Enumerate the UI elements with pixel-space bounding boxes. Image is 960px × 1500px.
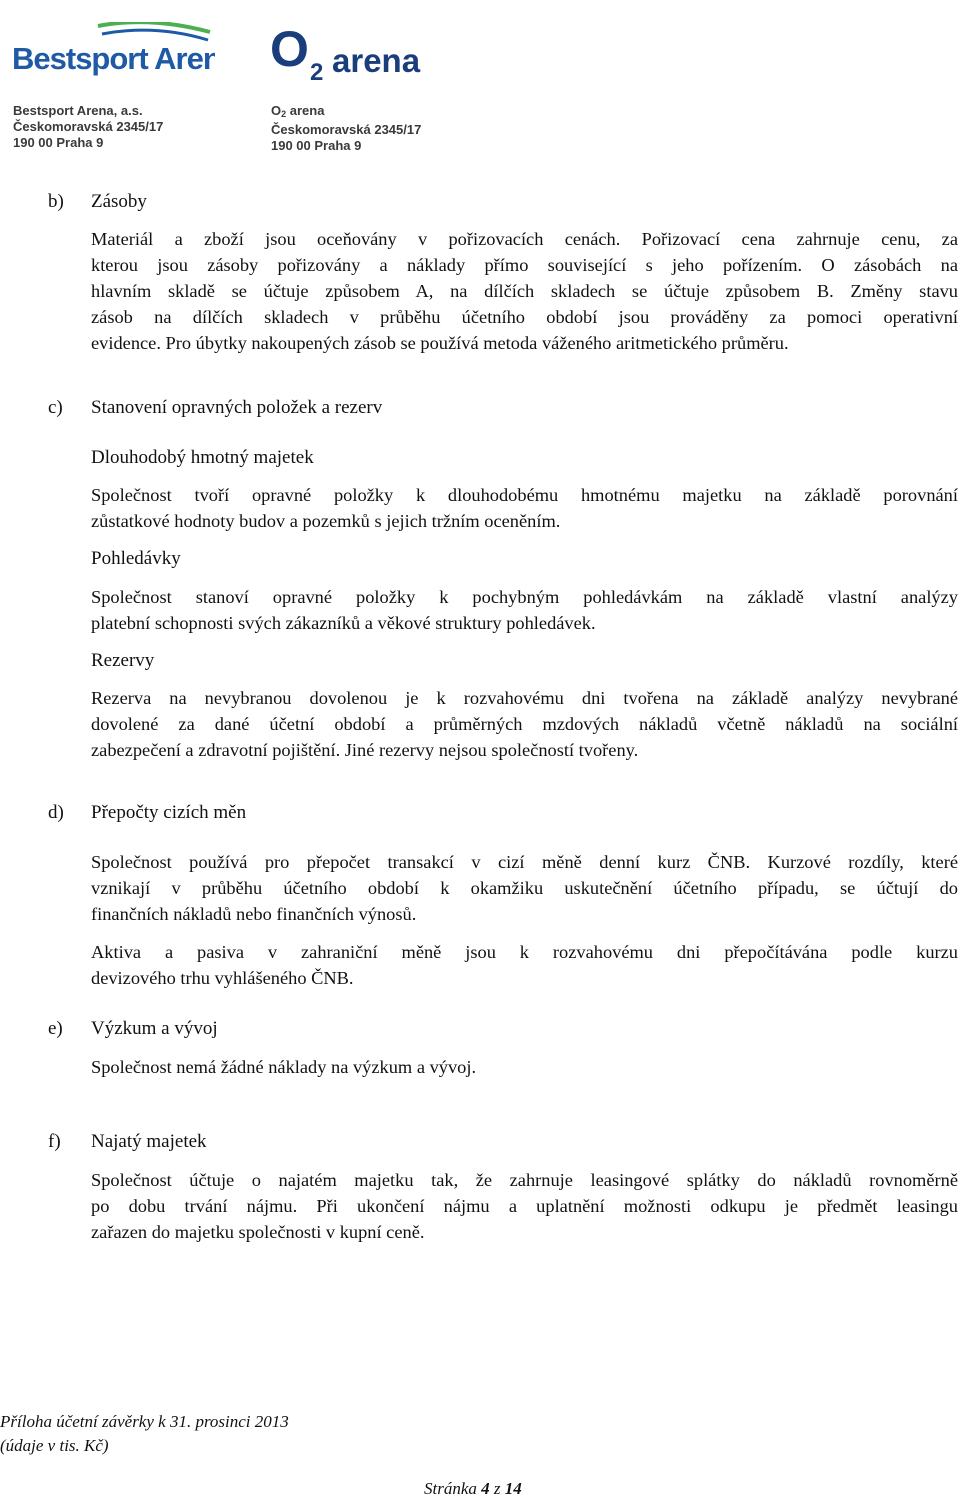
section-title-vyzkum: Výzkum a vývoj — [91, 1018, 218, 1039]
o2-arena-logo — [270, 22, 430, 89]
section-label-f: f) — [48, 1131, 61, 1152]
footer-units: (údaje v tis. Kč) — [0, 1436, 109, 1455]
address-line: O2 arena — [271, 103, 325, 119]
page-number: Stránka 4 z 14 — [424, 1479, 522, 1498]
address-line: Českomoravská 2345/17 — [13, 119, 164, 134]
section-title-najaty-majetek: Najatý majetek — [91, 1131, 207, 1152]
section-label-e: e) — [48, 1018, 63, 1039]
section-title-zasoby: Zásoby — [91, 191, 147, 212]
section-label-d: d) — [48, 802, 64, 823]
paragraph-majetek: Společnost tvoří opravné položky k dlouhodobému hmotnému majetku na základě porovnání zůstatkové hodnoty budov a pozemků s jejich tržním oceněním. — [91, 485, 958, 531]
paragraph-vyzkum: Společnost nemá žádné náklady na výzkum a vývoj. — [91, 1057, 477, 1077]
address-line: 190 00 Praha 9 — [13, 135, 104, 150]
address-line: Bestsport Arena, a.s. — [13, 103, 143, 118]
svg-text:O: O — [270, 22, 309, 77]
paragraph-pohledavky: Společnost stanoví opravné položky k pochybným pohledávkám na základě vlastní analýzy platební schopnosti svých zákazníků a věkové struktury pohledávek. — [91, 587, 958, 633]
paragraph-prepocty-2: Aktiva a pasiva v zahraniční měně jsou k rozvahovému dni přepočítávána podle kurzu devizového trhu vyhlášeného ČNB. — [91, 942, 958, 988]
paragraph-najaty-majetek: Společnost účtuje o najatém majetku tak, že zahrnuje leasingové splátky do nákladů rovnoměrně po dobu trvání nájmu. Při ukončení nájmu a uplatnění možnosti odkupu je předmět leasingu zařazen do majetku společnosti v kupní ceně. — [91, 1170, 958, 1242]
bestsport-arena-logo — [10, 22, 215, 87]
svg-text:Bestsport Arena: Bestsport Arena — [12, 41, 215, 76]
svg-text:arena: arena — [332, 42, 421, 79]
address-line: Českomoravská 2345/17 — [271, 122, 422, 137]
section-label-b: b) — [48, 191, 64, 212]
address-line: 190 00 Praha 9 — [271, 138, 362, 153]
subheading-rezervy: Rezervy — [91, 650, 155, 671]
bestsport-address — [13, 103, 163, 151]
svg-text:2: 2 — [310, 59, 324, 84]
paragraph-zasoby: Materiál a zboží jsou oceňovány v pořizovacích cenách. Pořizovací cena zahrnuje cenu, za kterou jsou zásoby pořizovány a náklady přímo související s jeho pořízením. O zásobách na hlavním skladě se účtuje způsobem A, na dílčích skladech se účtuje způsobem B. Změny stavu zásob na dílčích skladech v průběhu účetního období jsou prováděny za pomoci operativní evidence. Pro úbytky nakoupených zásob se používá metoda váženého aritmetického průměru. — [91, 229, 958, 353]
o2-arena-address — [271, 103, 421, 154]
section-title-prepocty: Přepočty cizích měn — [91, 802, 247, 823]
subheading-dlouhodoby-majetek: Dlouhodobý hmotný majetek — [91, 447, 314, 468]
section-label-c: c) — [48, 397, 63, 418]
paragraph-prepocty-1: Společnost používá pro přepočet transakcí v cizí měně denní kurz ČNB. Kurzové rozdíly, které vznikají v průběhu účetního období k okamžiku uskutečnění účetního případu, se účtují do finančních nákladů nebo finančních výnosů. — [91, 852, 958, 924]
paragraph-rezervy: Rezerva na nevybranou dovolenou je k rozvahovému dni tvořena na základě analýzy nevybrané dovolené za dané účetní období a průměrných mzdových nákladů včetně nákladů na sociální zabezpečení a zdravotní pojištění. Jiné rezervy nejsou společností tvořeny. — [91, 688, 958, 760]
section-title-opravne-polozky: Stanovení opravných položek a rezerv — [91, 397, 383, 418]
subheading-pohledavky: Pohledávky — [91, 548, 181, 569]
footer-title: Příloha účetní závěrky k 31. prosinci 2013 — [0, 1412, 289, 1431]
